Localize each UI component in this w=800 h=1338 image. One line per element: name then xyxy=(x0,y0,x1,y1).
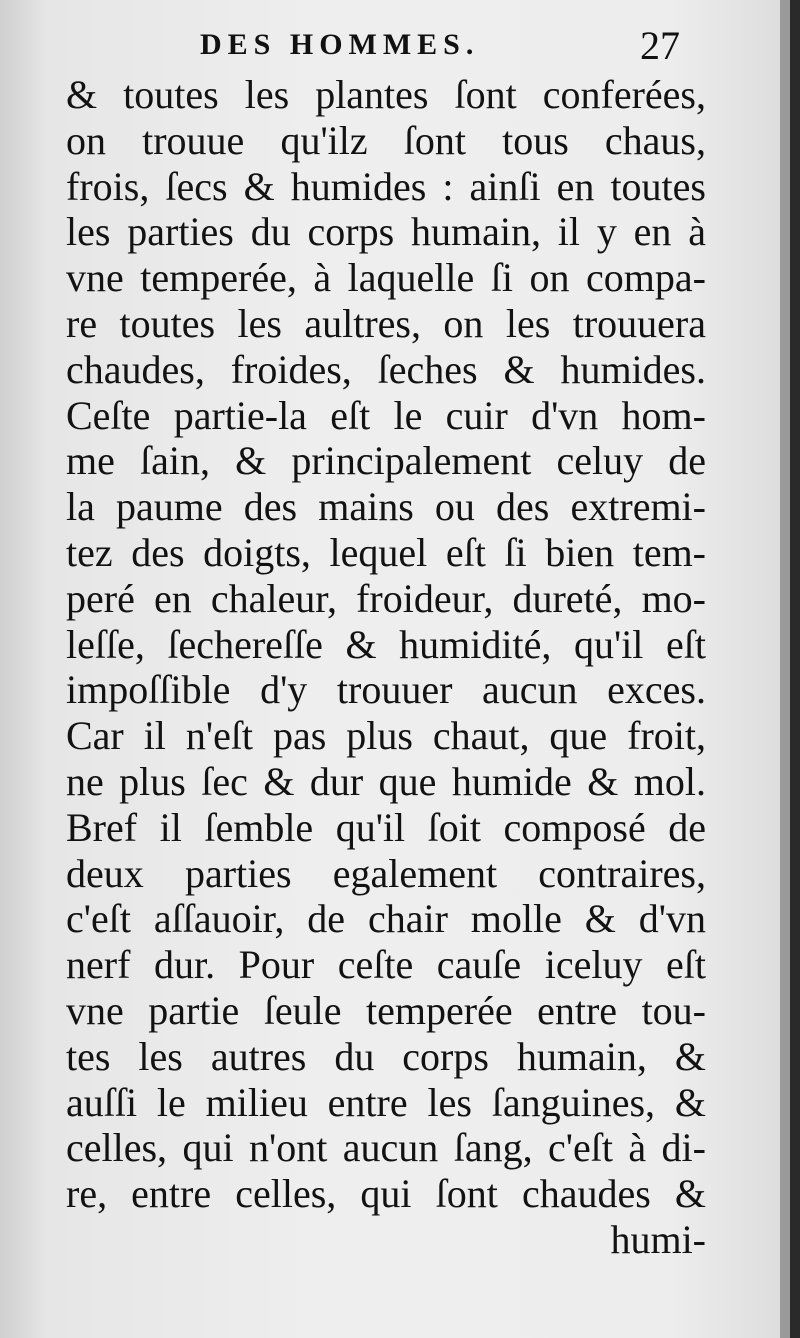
text-line: vne temperée, à laquelle ſi on compa- xyxy=(66,255,706,301)
page-edge-shadow xyxy=(780,0,790,1338)
text-line: re toutes les aultres, on les trouuera xyxy=(66,300,706,346)
text-line: deux parties egalement contraires, xyxy=(66,850,706,896)
text-line: leſſe, ſechereſſe & humidité, qu'il eſt xyxy=(66,621,706,667)
text-line: auſſi le milieu entre les ſanguines, & xyxy=(66,1079,706,1125)
body-text xyxy=(66,72,706,1263)
text-line: vne partie ſeule temperée entre tou- xyxy=(66,987,706,1033)
catchword: humi- xyxy=(610,1216,706,1262)
page-header xyxy=(0,22,790,74)
text-line: la paume des mains ou des extremi- xyxy=(66,484,706,530)
text-line: les parties du corps humain, il y en à xyxy=(66,209,706,255)
text-line: ne plus ſec & dur que humide & mol. xyxy=(66,758,706,804)
page-number: 27 xyxy=(640,23,680,68)
text-line: me ſain, & principalement celuy de xyxy=(66,438,706,484)
text-line: chaudes, froides, ſeches & humides. xyxy=(66,346,706,392)
text-line: nerf dur. Pour ceſte cauſe iceluy eſt xyxy=(66,942,706,988)
text-line: peré en chaleur, froideur, dureté, mo- xyxy=(66,575,706,621)
text-line: & toutes les plantes ſont conferées, xyxy=(66,72,706,117)
text-line: tez des doigts, lequel eſt ſi bien tem- xyxy=(66,529,706,575)
text-line: celles, qui n'ont aucun ſang, c'eſt à di- xyxy=(66,1125,706,1171)
text-line: Bref il ſemble qu'il ſoit composé de xyxy=(66,804,706,850)
text-line: Ceſte partie-la eſt le cuir d'vn hom- xyxy=(66,392,706,438)
text-line: impoſſible d'y trouuer aucun exces. xyxy=(66,667,706,713)
text-line: on trouue qu'ilz ſont tous chaus, xyxy=(66,117,706,163)
text-line: c'eſt aſſauoir, de chair molle & d'vn xyxy=(66,896,706,942)
text-line: Car il n'eſt pas plus chaut, que froit, xyxy=(66,713,706,759)
text-line: frois, ſecs & humides : ainſi en toutes xyxy=(66,163,706,209)
text-line: re, entre celles, qui ſont chaudes & xyxy=(66,1171,706,1217)
text-line: tes les autres du corps humain, & xyxy=(66,1033,706,1079)
running-title: DES HOMMES. xyxy=(200,28,480,61)
